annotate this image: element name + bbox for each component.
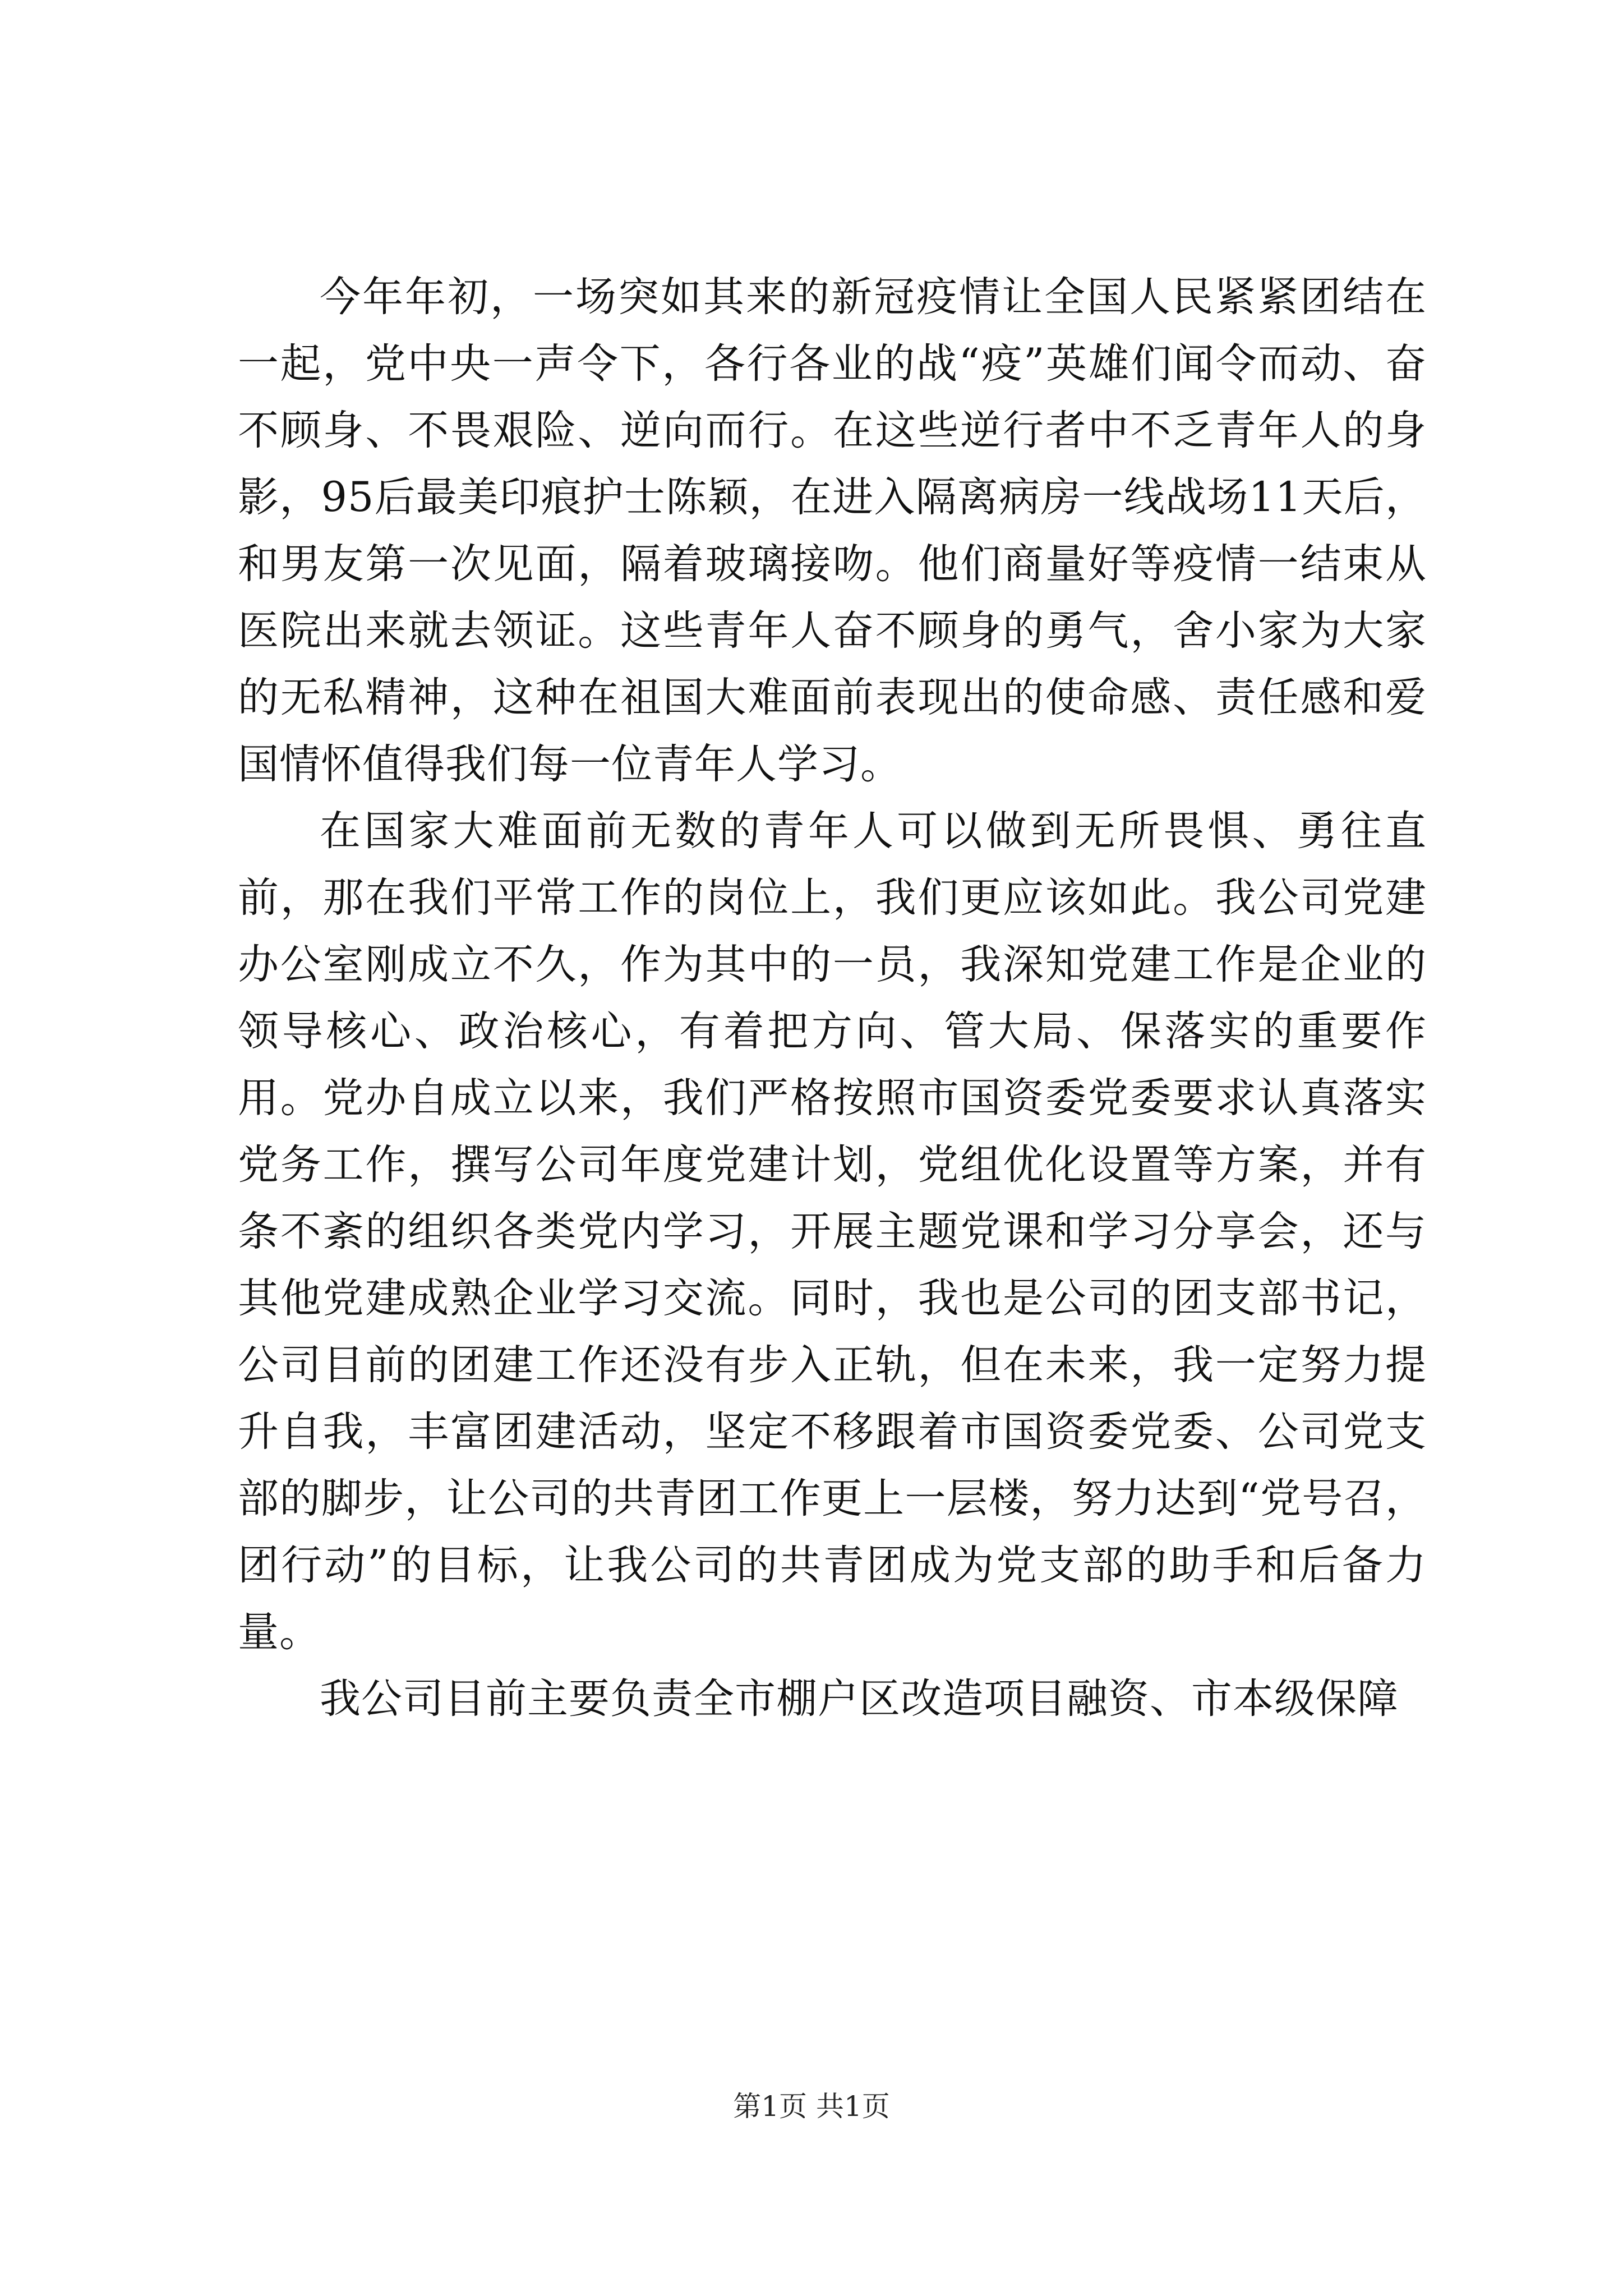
paragraph-3: 我公司目前主要负责全市棚户区改造项目融资、市本级保障 — [320, 1675, 1399, 1723]
page-footer: 第1页 共1页 — [733, 2090, 890, 2123]
paragraph-1: 今年年初，一场突如其来的新冠疫情让全国人民紧紧团结在一起，党中央一声令下，各行各业的战“疫”英雄们闻令而动、奋不顾身、不畏艰险、逆向而行。在这些逆行者中不乏青年人的身影，95后最美印痕护士陈颖，在进入隔离病房一线战场11天后，和男友第一次见面，隔着玻璃接吻。他们商量好等疫情一结束从医院出来就去领证。这些青年人奋不顾身的勇气，舍小家为大家的无私精神，这种在祖国大难面前表现出的使命感、责任感和爱国情怀值得我们每一位青年人学习。 — [238, 273, 1427, 788]
document-body — [238, 264, 1427, 1732]
paragraph-2: 在国家大难面前无数的青年人可以做到无所畏惧、勇往直前，那在我们平常工作的岗位上，我们更应该如此。我公司党建办公室刚成立不久，作为其中的一员，我深知党建工作是企业的领导核心、政治核心，有着把方向、管大局、保落实的重要作用。党办自成立以来，我们严格按照市国资委党委要求认真落实党务工作，撰写公司年度党建计划，党组优化设置等方案，并有条不紊的组织各类党内学习，开展主题党课和学习分享会，还与其他党建成熟企业学习交流。同时，我也是公司的团支部书记，公司目前的团建工作还没有步入正轨，但在未来，我一定努力提升自我，丰富团建活动，坚定不移跟着市国资委党委、公司党支部的脚步，让公司的共青团工作更上一层楼，努力达到“党号召，团行动”的目标，让我公司的共青团成为党支部的助手和后备力量。 — [238, 807, 1427, 1656]
